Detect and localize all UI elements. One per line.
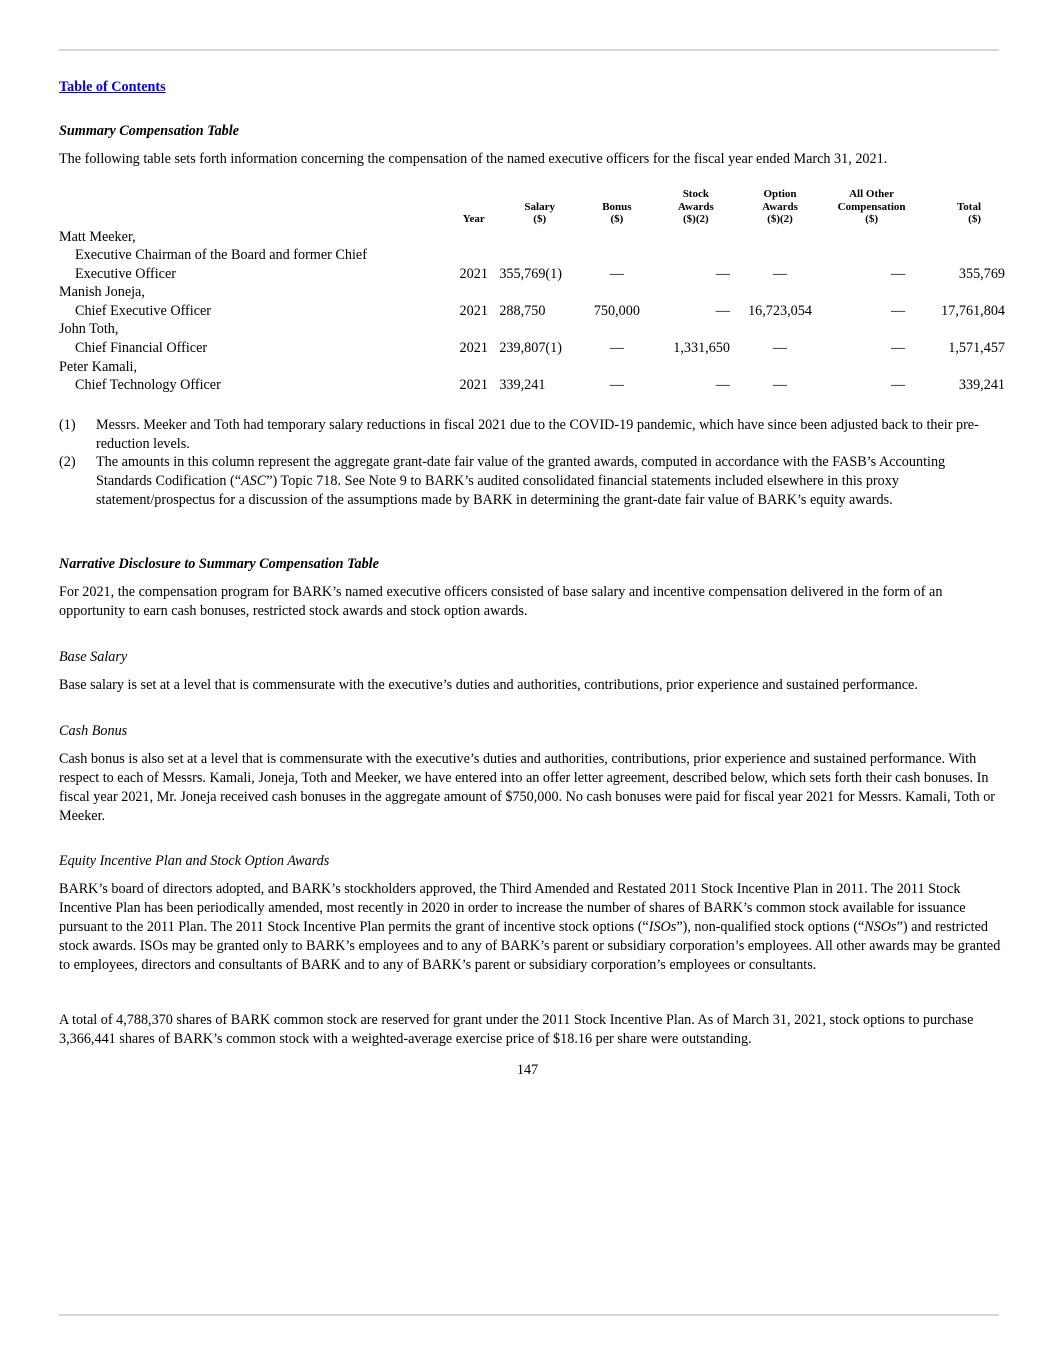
table-row: [59, 376, 1005, 395]
cell-stock-awards: —: [715, 377, 730, 394]
toc-line: [59, 78, 166, 97]
cell-bonus: —: [609, 377, 624, 394]
cell-other-compensation: —: [890, 302, 906, 319]
bottom-rule: [59, 1314, 999, 1316]
summary-compensation-table: [59, 188, 1005, 395]
header-all-other-compensation: All Other Compensation ($): [837, 188, 906, 225]
table-row: [59, 228, 1005, 247]
executive-title: Chief Technology Officer: [75, 377, 221, 394]
executive-name: Manish Joneja,: [59, 284, 145, 301]
cell-bonus: —: [609, 265, 624, 282]
footnote-1: [59, 416, 1005, 454]
cell-year: 2021: [459, 302, 488, 319]
footnote-text: Messrs. Meeker and Toth had temporary salary reductions in fiscal 2021 due to the COVID-19 pandemic, which have since been adjusted back to their pre-reduction levels.: [96, 417, 979, 452]
footnote-number: (1): [59, 417, 76, 433]
base-salary-text: Base salary is set at a level that is commensurate with the executive’s duties and authorities, contributions, prior experience and sustained performance.: [59, 677, 918, 693]
header-salary: Salary ($): [524, 200, 555, 225]
cell-year: 2021: [459, 377, 488, 394]
footnote-number: (2): [59, 454, 76, 470]
header-total: Total ($): [956, 200, 981, 225]
cell-salary: 288,750: [499, 302, 546, 319]
cell-bonus: —: [609, 340, 624, 357]
table-row: [59, 246, 1005, 265]
cash-bonus-title: Cash Bonus: [59, 723, 128, 739]
executive-name: Peter Kamali,: [59, 358, 138, 375]
cell-option-awards: —: [772, 340, 788, 357]
cell-option-awards: 16,723,054: [748, 302, 812, 319]
header-name: [59, 188, 452, 228]
table-of-contents-link[interactable]: Table of Contents: [59, 79, 166, 95]
executive-name: John Toth,: [59, 321, 119, 338]
cell-option-awards: —: [772, 377, 788, 394]
cell-salary: 339,241: [499, 377, 546, 394]
header-year: Year: [462, 213, 485, 225]
executive-title: Executive Officer: [75, 265, 176, 282]
table-row: [59, 339, 1005, 358]
equity-paragraph-1: BARK’s board of directors adopted, and BARK’s stockholders approved, the Third Amended and Restated 2011 Stock Incentive Plan in 2011. The 2011 Stock Incentive Plan has been periodically amended, most recently in 2020 in order to increase the number of shares of BARK’s common stock available for issuance pursuant to the 2011 Plan. The 2011 Stock Incentive Plan permits the grant of incentive stock options (“ISOs”), non-qualified stock options (“NSOs”) and restricted stock awards. ISOs may be granted only to BARK’s employees and to any of BARK’s parent or subsidiary corporation’s employees. All other awards may be granted to employees, directors and consultants of BARK and to any of BARK’s parent or subsidiary corporation’s employees or consultants.: [59, 881, 1001, 973]
equity-paragraph-2: A total of 4,788,370 shares of BARK common stock are reserved for grant under the 2011 Stock Incentive Plan. As of March 31, 2021, stock options to purchase 3,366,441 shares of BARK’s common stock with a weighted-average exercise price of $18.16 per share were outstanding.: [59, 1012, 974, 1047]
cell-salary: 239,807(1): [499, 340, 562, 357]
cell-other-compensation: —: [890, 340, 906, 357]
section-title: Summary Compensation Table: [59, 123, 240, 139]
executive-title: Executive Chairman of the Board and former Chief: [75, 247, 367, 264]
cell-other-compensation: —: [890, 265, 906, 282]
header-stock-awards: Stock Awards ($)(2): [677, 188, 714, 225]
cell-year: 2021: [459, 340, 488, 357]
cell-stock-awards: 1,331,650: [673, 340, 730, 357]
header-bonus: Bonus ($): [602, 200, 632, 225]
equity-title: Equity Incentive Plan and Stock Option Awards: [59, 853, 330, 869]
executive-title: Chief Executive Officer: [75, 302, 212, 319]
cell-stock-awards: —: [715, 265, 730, 282]
base-salary-title: Base Salary: [59, 649, 128, 665]
footnote-2: [59, 453, 1005, 510]
executive-name: Matt Meeker,: [59, 228, 136, 245]
cell-total: 17,761,804: [941, 302, 1005, 319]
cell-total: 1,571,457: [948, 340, 1005, 357]
cell-bonus: 750,000: [593, 302, 640, 319]
table-row: [59, 265, 1005, 284]
executive-title: Chief Financial Officer: [75, 340, 208, 357]
cell-stock-awards: —: [715, 302, 730, 319]
table-row: [59, 358, 1005, 377]
cell-year: 2021: [459, 265, 488, 282]
header-option-awards: Option Awards ($)(2): [762, 188, 798, 225]
cash-bonus-text: Cash bonus is also set at a level that is commensurate with the executive’s duties and authorities, contributions, prior experience and sustained performance. With respect to each of Messrs. Kamali, Joneja, Toth and Meeker, we have entered into an offer letter agreement, described below, which sets forth their cash bonuses. In fiscal year 2021, Mr. Joneja received cash bonuses in the aggregate amount of $750,000. No cash bonuses were paid for fiscal year 2021 for Messrs. Kamali, Toth or Meeker.: [59, 751, 996, 824]
narrative-title: Narrative Disclosure to Summary Compensation Table: [59, 556, 379, 572]
table-header-row: [59, 188, 1005, 228]
cell-option-awards: —: [772, 265, 788, 282]
table-row: [59, 320, 1005, 339]
intro-text: The following table sets forth information concerning the compensation of the named executive officers for the fiscal year ended March 31, 2021.: [59, 151, 888, 167]
cell-total: 355,769: [958, 265, 1005, 282]
top-rule: [59, 49, 999, 51]
table-row: [59, 302, 1005, 321]
footnote-text: The amounts in this column represent the aggregate grant-date fair value of the granted awards, computed in accordance with the FASB’s Accounting Standards Codification (“ASC”) Topic 718. See Note 9 to BARK’s audited consolidated financial statements included elsewhere in this proxy statement/prospectus for a discussion of the assumptions made by BARK in determining the grant-date fair value of BARK’s equity awards.: [96, 454, 946, 508]
narrative-text: For 2021, the compensation program for BARK’s named executive officers consisted of base salary and incentive compensation delivered in the form of an opportunity to earn cash bonuses, restricted stock awards and stock option awards.: [59, 584, 943, 619]
cell-salary: 355,769(1): [499, 265, 562, 282]
table-row: [59, 283, 1005, 302]
cell-other-compensation: —: [890, 377, 906, 394]
cell-total: 339,241: [958, 377, 1005, 394]
page-number: 147: [516, 1062, 539, 1078]
